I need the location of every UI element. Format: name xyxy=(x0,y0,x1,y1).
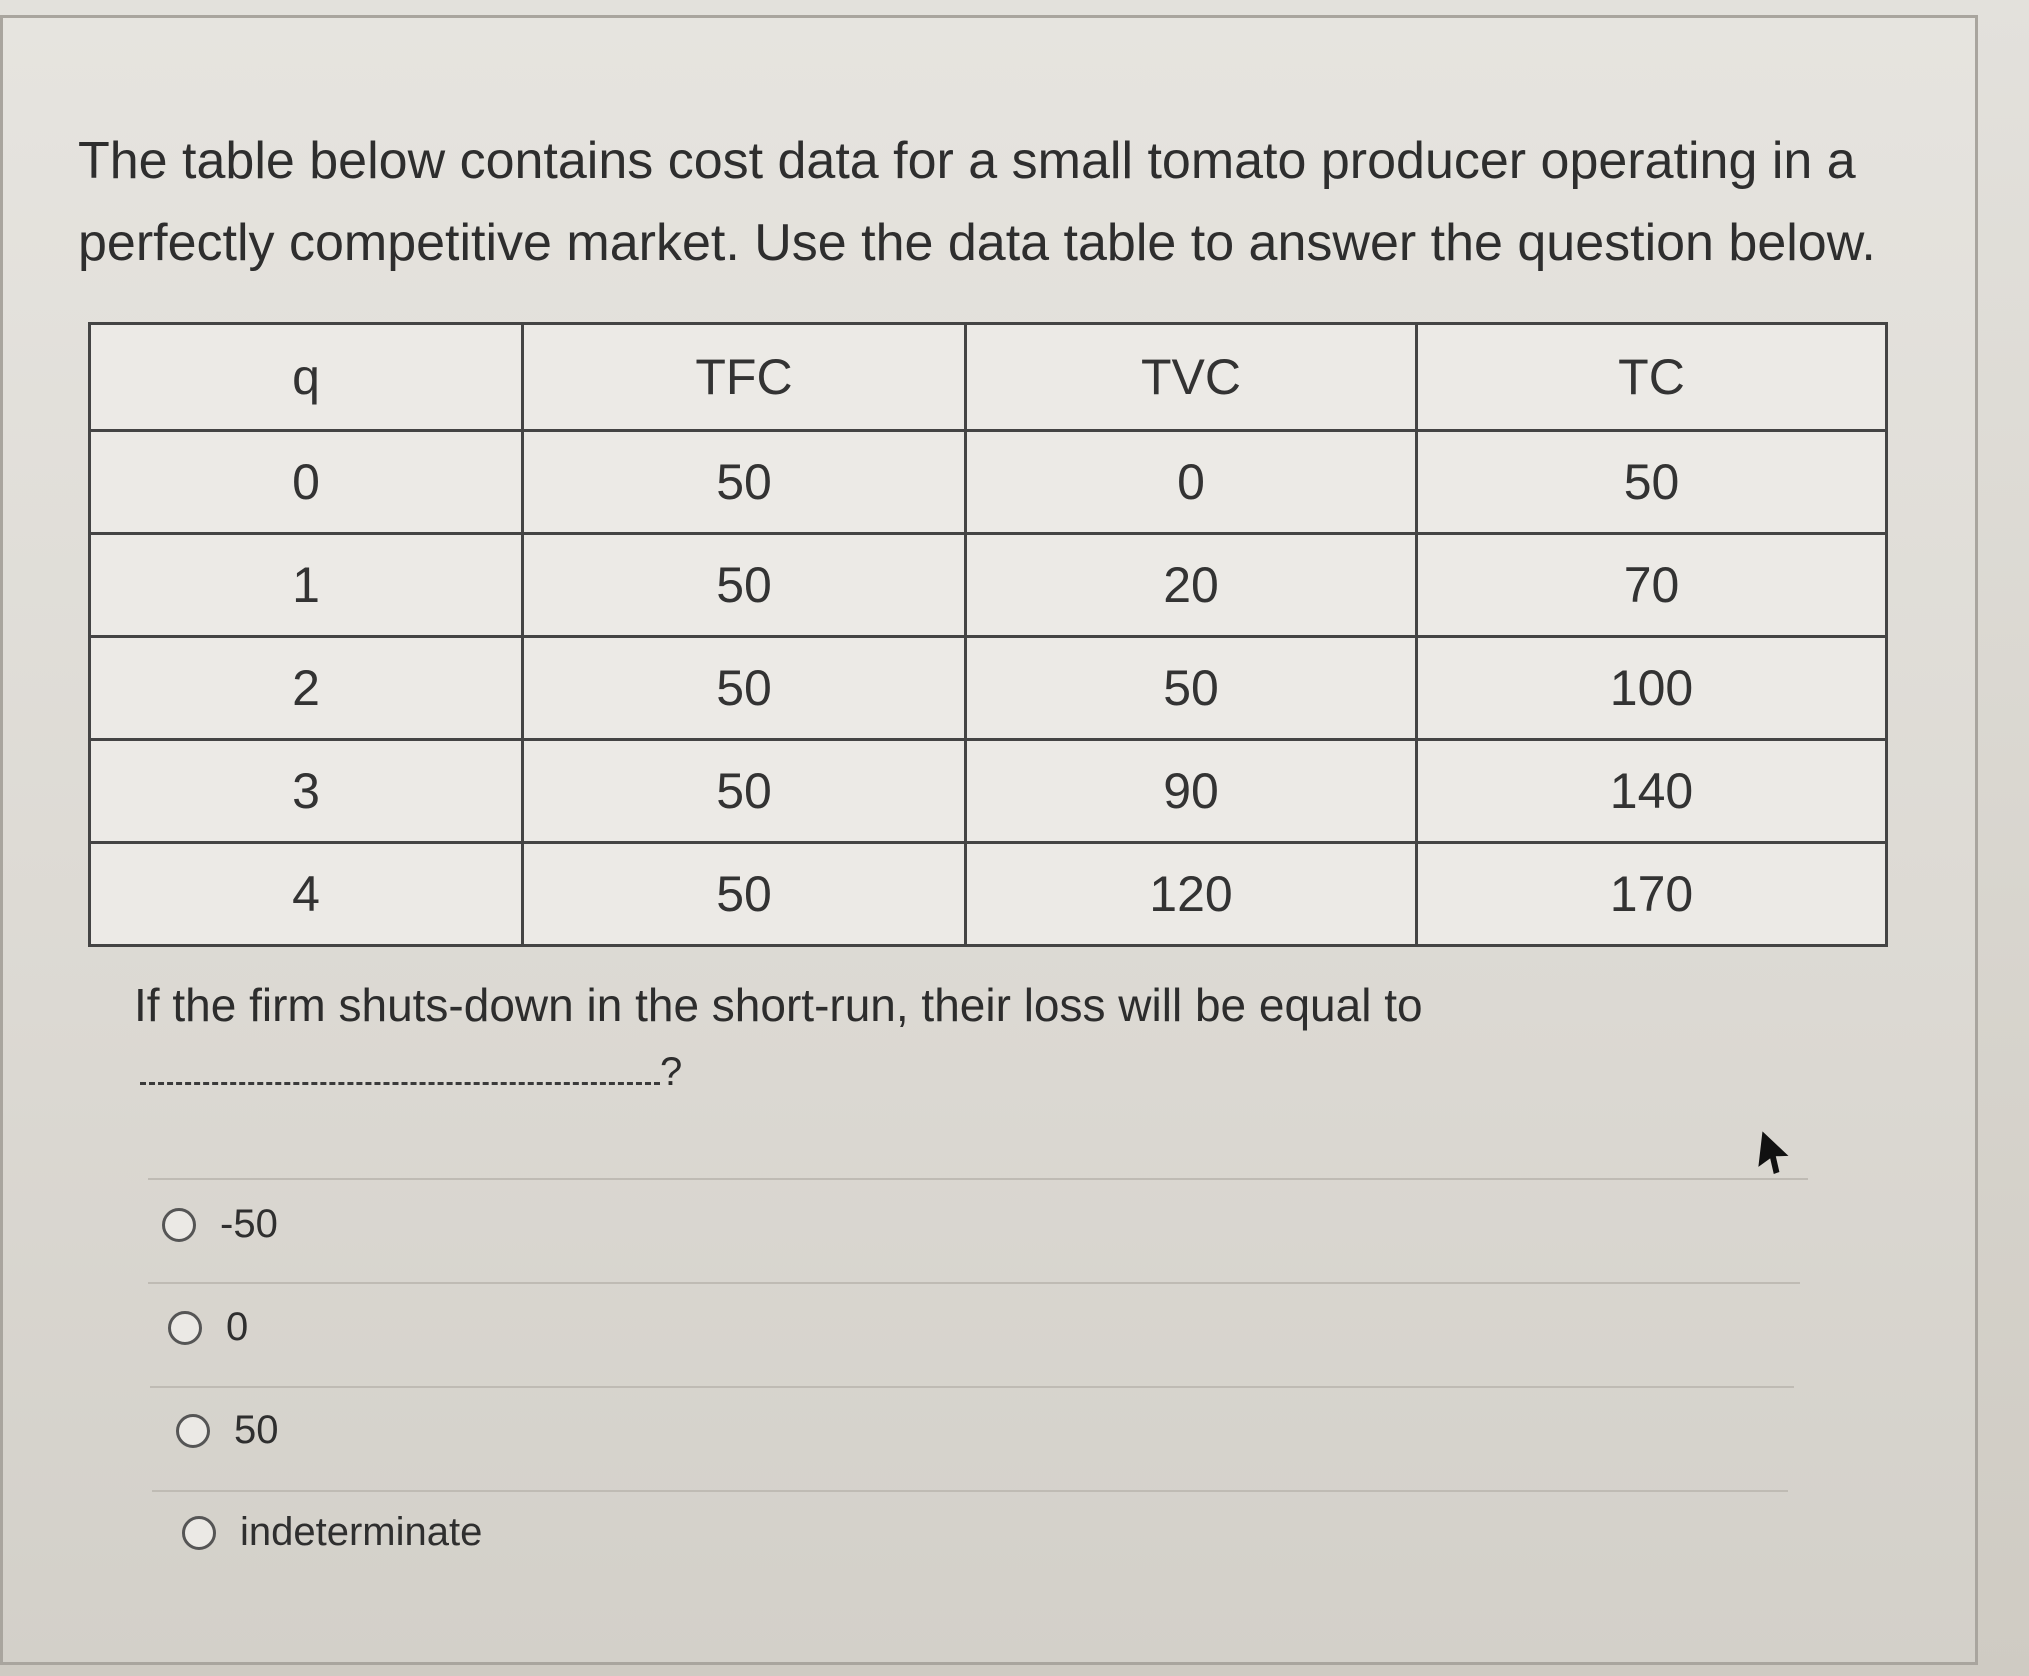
table-row xyxy=(90,843,1887,946)
table-row xyxy=(90,431,1887,534)
cell-q: 1 xyxy=(90,534,523,637)
cell-tvc: 20 xyxy=(966,534,1417,637)
divider xyxy=(152,1490,1788,1492)
cell-tfc: 50 xyxy=(523,843,966,946)
option-neg-50[interactable] xyxy=(162,1202,278,1247)
cell-tfc: 50 xyxy=(523,740,966,843)
divider xyxy=(148,1282,1800,1284)
header-q: q xyxy=(90,324,523,431)
cell-tvc: 50 xyxy=(966,637,1417,740)
radio-button[interactable] xyxy=(168,1311,202,1345)
divider xyxy=(148,1178,1808,1180)
cell-tvc: 90 xyxy=(966,740,1417,843)
cell-tfc: 50 xyxy=(523,431,966,534)
option-0[interactable] xyxy=(168,1305,248,1350)
cell-tc: 170 xyxy=(1417,843,1887,946)
cell-q: 3 xyxy=(90,740,523,843)
option-indeterminate[interactable] xyxy=(182,1510,482,1555)
cell-tfc: 50 xyxy=(523,534,966,637)
option-label: indeterminate xyxy=(240,1510,483,1554)
divider xyxy=(150,1386,1794,1388)
table-row xyxy=(90,534,1887,637)
blank-suffix: ? xyxy=(660,1050,683,1094)
header-tfc: TFC xyxy=(523,324,966,431)
cell-tc: 100 xyxy=(1417,637,1887,740)
cell-q: 4 xyxy=(90,843,523,946)
question-text: If the firm shuts-down in the short-run, their loss will be equal to xyxy=(134,979,1423,1031)
cell-tc: 70 xyxy=(1417,534,1887,637)
mouse-pointer-icon xyxy=(1750,1128,1790,1176)
cell-tfc: 50 xyxy=(523,637,966,740)
cell-q: 2 xyxy=(90,637,523,740)
header-tc: TC xyxy=(1417,324,1887,431)
answer-blank xyxy=(140,1050,682,1095)
option-label: 50 xyxy=(234,1408,279,1452)
cell-tc: 140 xyxy=(1417,740,1887,843)
radio-button[interactable] xyxy=(176,1414,210,1448)
cell-tvc: 0 xyxy=(966,431,1417,534)
radio-button[interactable] xyxy=(162,1208,196,1242)
table-header-row xyxy=(90,324,1887,431)
blank-dashes xyxy=(140,1054,660,1085)
cost-data-table xyxy=(88,322,1888,947)
option-50[interactable] xyxy=(176,1408,279,1453)
option-label: 0 xyxy=(226,1305,249,1349)
cell-q: 0 xyxy=(90,431,523,534)
radio-button[interactable] xyxy=(182,1516,216,1550)
cell-tc: 50 xyxy=(1417,431,1887,534)
option-label: -50 xyxy=(220,1202,278,1246)
cell-tvc: 120 xyxy=(966,843,1417,946)
question-prompt: The table below contains cost data for a small tomato producer operating in a perfectly competitive market. Use the data table to answer the question below. xyxy=(78,132,1876,272)
table-row xyxy=(90,637,1887,740)
header-tvc: TVC xyxy=(966,324,1417,431)
table-row xyxy=(90,740,1887,843)
